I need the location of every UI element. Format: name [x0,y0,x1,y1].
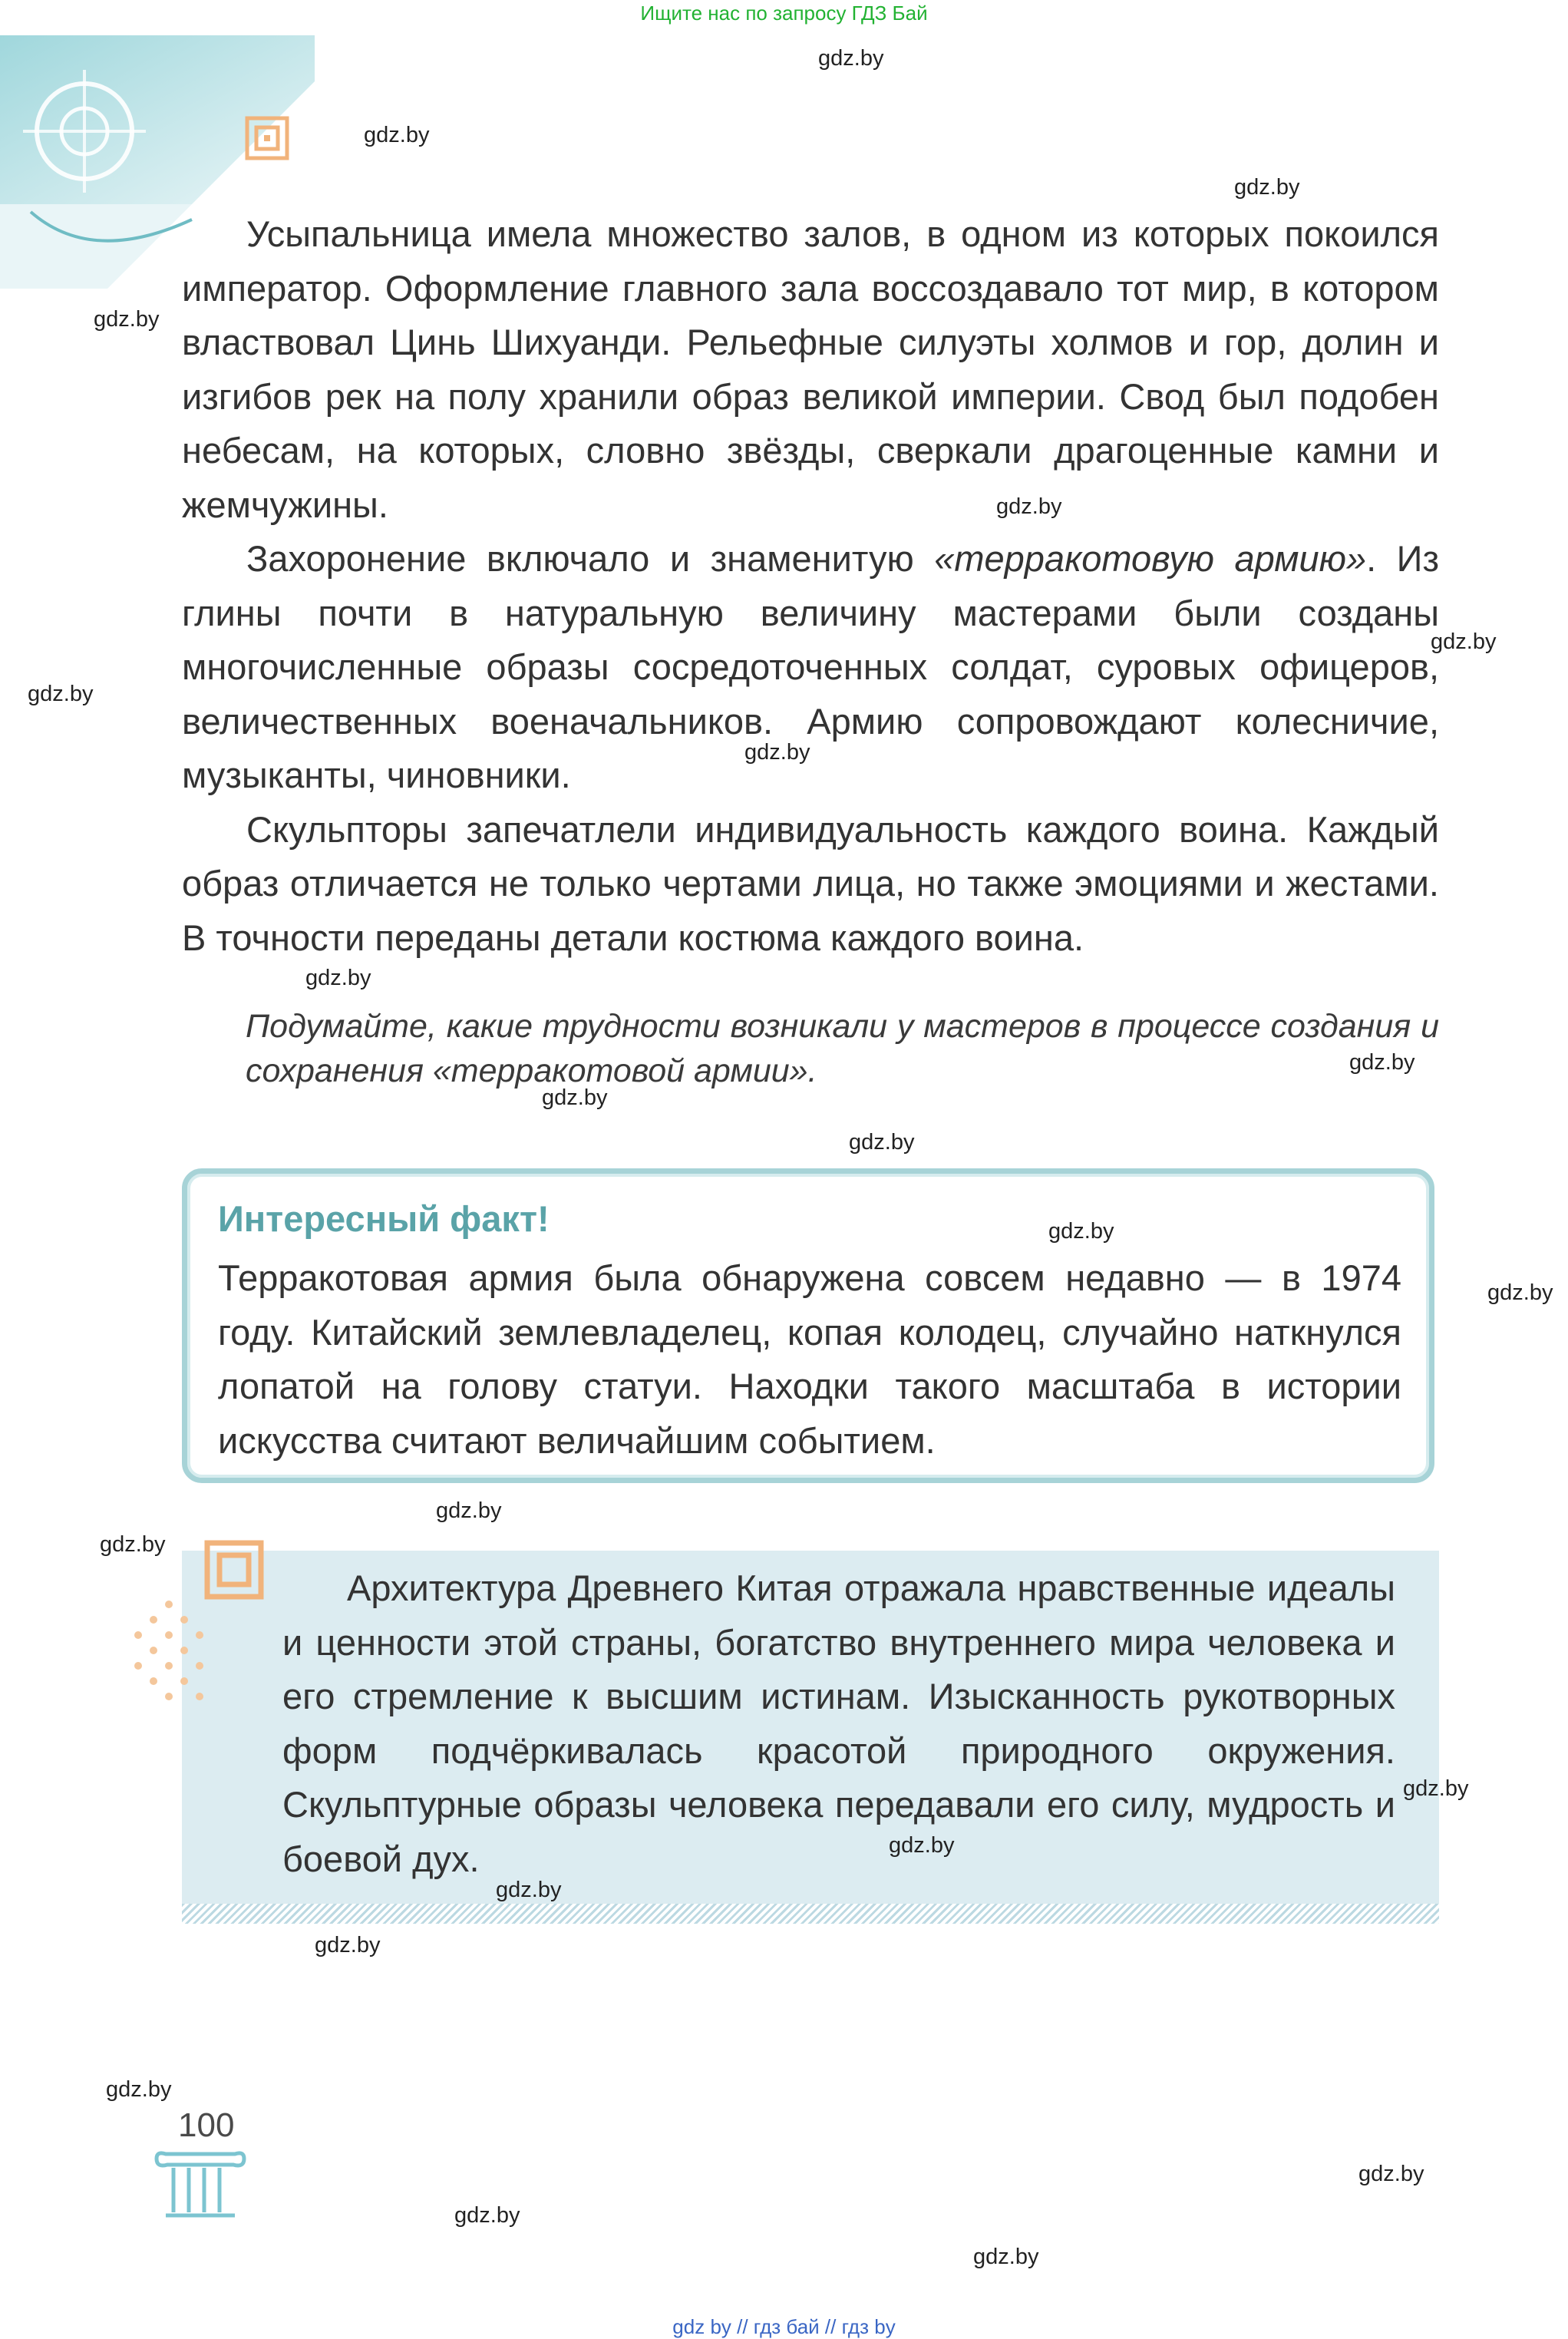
watermark: gdz.by [1349,1050,1415,1075]
footer-links: gdz by // гдз бай // гдз by [672,2315,896,2338]
watermark: gdz.by [106,2077,172,2102]
watermark: gdz.by [454,2203,520,2228]
column-icon [150,2151,250,2220]
watermark: gdz.by [1431,629,1497,654]
watermark: gdz.by [100,1532,166,1557]
paragraph-2-end: . Из глины почти в натуральную величину мастерами были созданы многочисленные образы сосредоточенных солдат, суровых офицеров, величественных военачальников. Армию сопровождают колесничие, музыканты, чиновники. [182,538,1440,795]
watermark: gdz.by [1403,1776,1469,1801]
watermark: gdz.by [315,1933,381,1957]
watermark: gdz.by [1048,1219,1114,1244]
watermark: gdz.by [996,494,1062,519]
summary-paragraph: Архитектура Древнего Китая отражала нравственные идеалы и ценности этой страны, богатство внутреннего мира человека и его стремление к высшим истинам. Изысканность рукотворных форм подчёркивалась красотой природного окружения. Скульптурные образы человека передавали его силу, мудрость и боевой дух. [282,1568,1395,1879]
summary-text [282,1561,1395,1886]
paragraph-3: Скульпторы запечатлели индивидуальность каждого воина. Каждый образ отличается не только чертами лица, но также эмоциями и жестами. В точности переданы детали костюма каждого воина. [182,808,1439,958]
watermark: gdz.by [542,1085,608,1110]
watermark: gdz.by [849,1130,915,1155]
top-banner: Ищите нас по запросу ГДЗ Бай [640,2,928,25]
fact-title: Интересный факт! [218,1198,550,1239]
main-text [182,207,1439,965]
ornament-icon [244,115,290,161]
paragraph-2 [182,532,1439,803]
watermark: gdz.by [364,123,430,147]
paragraph-2-term: «терракотовую армию» [934,538,1367,579]
watermark: gdz.by [744,740,810,765]
watermark: gdz.by [496,1878,562,1902]
question-note: Подумайте, какие трудности возникали у мастеров в процессе создания и сохранения «терракотовой армии». [246,1008,1439,1089]
watermark: gdz.by [436,1498,502,1523]
watermark: gdz.by [818,46,884,71]
watermark: gdz.by [305,966,371,990]
watermark: gdz.by [28,682,94,706]
summary-ornament-icon [123,1535,276,1712]
fact-text: Терракотовая армия была обнаружена совсем недавно — в 1974 году. Китайский землевладелец, копая колодец, случайно наткнулся лопатой на голову статуи. Находки такого масштаба в истории искусства считают величайшим событием. [218,1257,1401,1461]
watermark: gdz.by [889,1833,955,1858]
watermark: gdz.by [1234,175,1300,200]
paragraph-2-start: Захоронение включало и знаменитую [246,538,935,579]
watermark: gdz.by [1487,1280,1553,1305]
page-number: 100 [178,2106,235,2144]
watermark: gdz.by [1358,2162,1424,2186]
paragraph-1: Усыпальница имела множество залов, в одном из которых покоился император. Оформление главного зала воссоздавало тот мир, в котором властвовал Цинь Шихуанди. Рельефные силуэты холмов и гор, долин и изгибов рек на полу хранили образ великой империи. Свод был подобен небесам, на которых, словно звёзды, сверкали драгоценные камни и жемчужины. [182,213,1439,525]
watermark: gdz.by [973,2245,1039,2269]
watermark: gdz.by [94,307,160,332]
summary-strip [182,1904,1439,1924]
